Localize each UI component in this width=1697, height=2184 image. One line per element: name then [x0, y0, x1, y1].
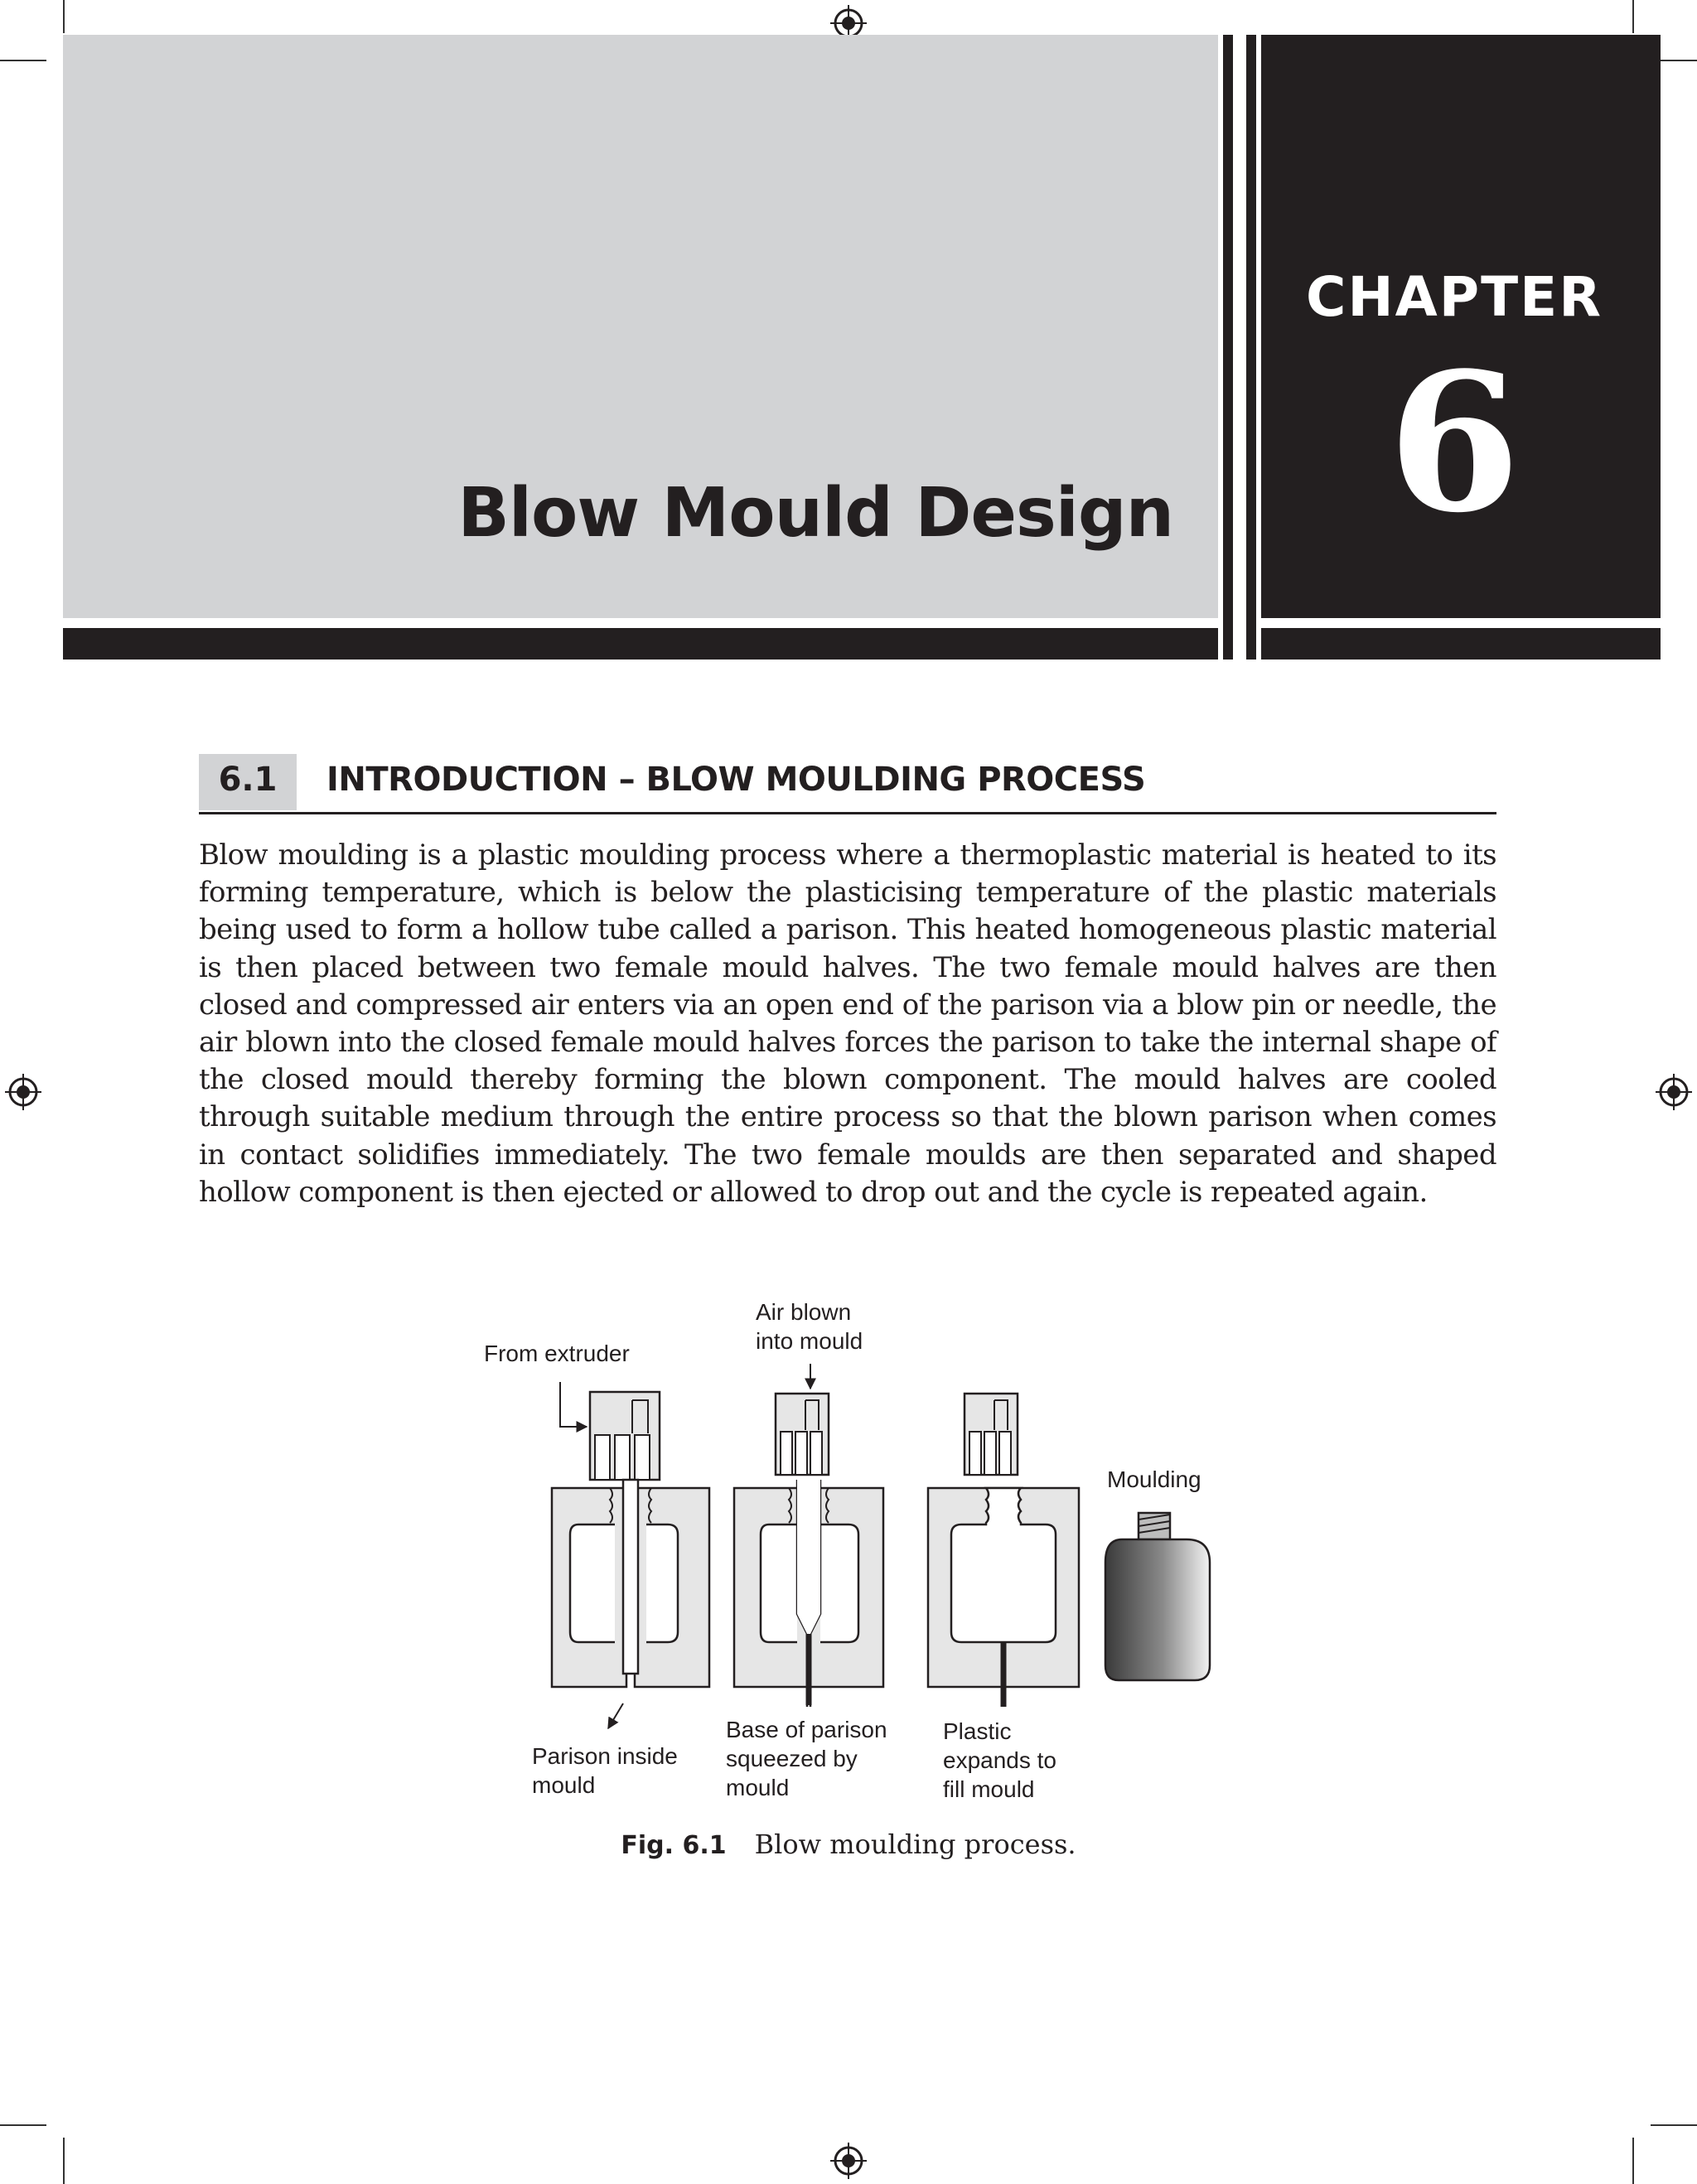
- label-from-extruder: From extruder: [484, 1341, 630, 1366]
- section-rule: [199, 812, 1496, 814]
- label-base-line1: Base of parison: [726, 1717, 887, 1742]
- stage-base-squeezed: [734, 1364, 883, 1707]
- registration-mark-left-icon: [5, 1074, 41, 1110]
- label-plastic-line1: Plastic: [943, 1718, 1012, 1744]
- section-title: INTRODUCTION – BLOW MOULDING PROCESS: [326, 761, 1146, 799]
- label-base-line3: mould: [726, 1775, 790, 1800]
- label-air-blown-line2: into mould: [756, 1328, 863, 1354]
- label-base-line2: squeezed by: [726, 1746, 858, 1771]
- label-moulding: Moulding: [1107, 1466, 1201, 1492]
- label-parison-line1: Parison inside: [532, 1743, 678, 1769]
- label-plastic-line2: expands to: [943, 1747, 1056, 1773]
- header-bottom-bar: [1261, 628, 1661, 660]
- registration-mark-bottom-icon: [830, 2143, 867, 2179]
- header-bottom-bar: [63, 628, 1218, 660]
- figure-caption-text: Blow moulding process.: [754, 1829, 1076, 1860]
- moulded-bottle: [1105, 1513, 1210, 1680]
- figure-caption: [0, 1829, 1697, 1860]
- section-number: 6.1: [218, 761, 278, 799]
- body-paragraph: Blow moulding is a plastic moulding process where a thermoplastic material is heated to its forming temperature, which is below the plasticising temperature of the plastic materials being used to form a hollow tube called a parison. This heated homogeneous plastic material is then placed between two female mould halves. The two female mould halves are then closed and compressed air enters via an open end of the parison via a blow pin or needle, the air blown into the closed female mould halves forces the parison to take the internal shape of the closed mould thereby forming the blown component. The mould halves are cooled through suitable medium through the entire process so that the blown parison when comes in contact solidifies immediately. The two female moulds are then separated and shaped hollow component is then ejected or allowed to drop out and the cycle is repeated again.: [199, 838, 1496, 1209]
- chapter-label: CHAPTER: [1305, 265, 1603, 329]
- stage-parison-inside-mould: [552, 1382, 709, 1728]
- stage-plastic-expands: [928, 1394, 1079, 1707]
- figure-caption-label: Fig. 6.1: [621, 1831, 727, 1860]
- label-parison-line2: mould: [532, 1772, 596, 1798]
- label-air-blown-line1: Air blown: [756, 1299, 852, 1325]
- header-divider: [1246, 35, 1256, 660]
- chapter-title: Blow Mould Design: [457, 474, 1173, 553]
- header-divider: [1223, 35, 1233, 660]
- label-plastic-line3: fill mould: [943, 1776, 1035, 1802]
- registration-mark-right-icon: [1656, 1074, 1692, 1110]
- chapter-number: 6: [1387, 331, 1521, 555]
